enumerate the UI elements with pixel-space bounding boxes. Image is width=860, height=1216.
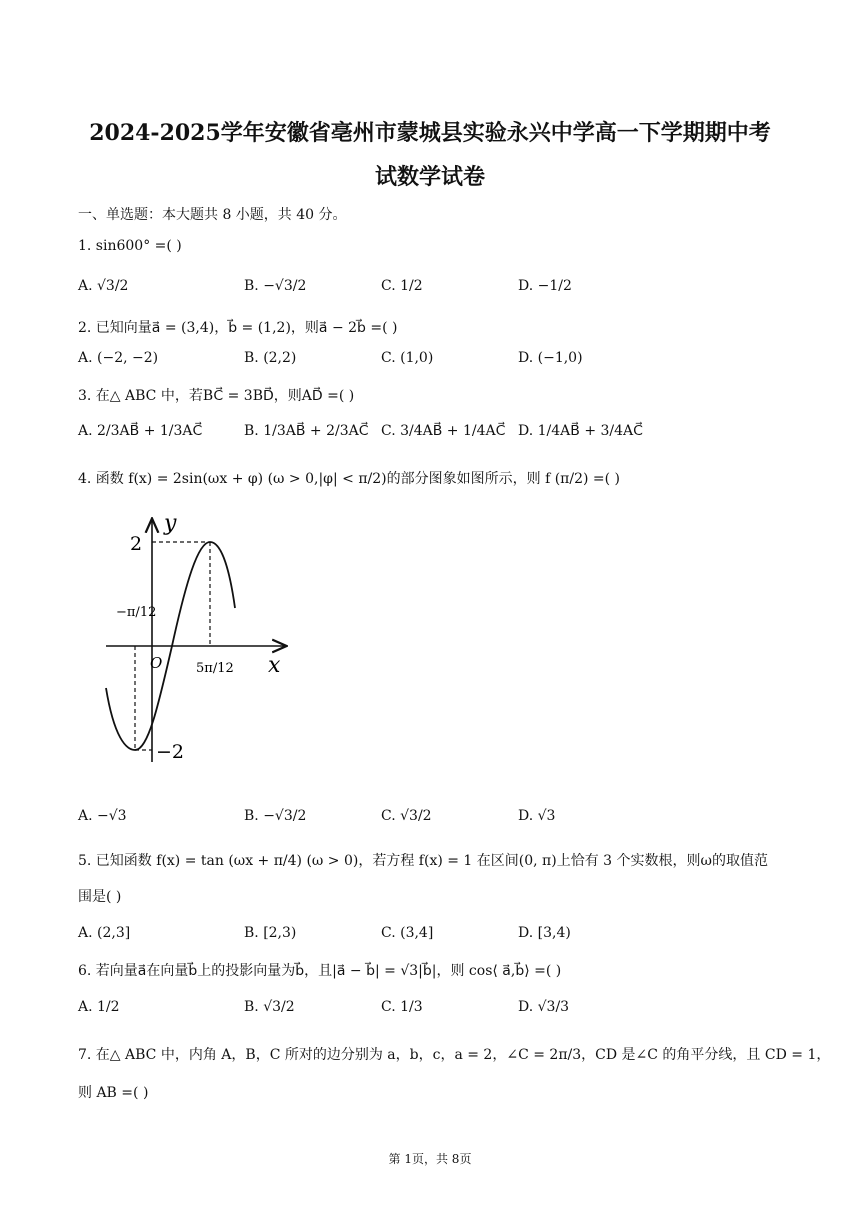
q3-option-d: D. 1/4AB⃗ + 3/4AC⃗ — [518, 423, 643, 439]
question-4-stem: 4. 函数 f(x) = 2sin(ωx + φ) (ω > 0,|φ| < π/2)的部分图象如图所示，则 f (π/2) =( ) — [78, 471, 621, 487]
q6-option-c: C. 1/3 — [381, 999, 423, 1015]
y-min-label: −2 — [156, 741, 185, 763]
q3-option-b: B. 1/3AB⃗ + 2/3AC⃗ — [244, 423, 369, 439]
q1-option-a: A. √3/2 — [78, 278, 129, 294]
q2-option-d: D. (−1,0) — [518, 350, 583, 366]
question-3-stem: 3. 在△ ABC 中，若BC⃗ = 3BD⃗，则AD⃗ =( ) — [78, 388, 355, 404]
question-5-stem: 5. 已知函数 f(x) = tan (ωx + π/4) (ω > 0)，若方程 f(x) = 1 在区间(0, π)上恰有 3 个实数根，则ω的取值范 — [78, 853, 768, 869]
q5-option-b: B. [2,3) — [244, 925, 297, 941]
question-6-stem: 6. 若向量a⃗在向量b⃗上的投影向量为b⃗，且|a⃗ − b⃗| = √3|b⃗|，则 cos⟨ a⃗,b⃗⟩ =( ) — [78, 963, 562, 979]
section-heading: 一、单选题：本大题共 8 小题，共 40 分。 — [78, 207, 347, 223]
q1-option-b: B. −√3/2 — [244, 278, 307, 294]
q4-option-a: A. −√3 — [78, 808, 127, 824]
q1-option-d: D. −1/2 — [518, 278, 572, 294]
q2-option-c: C. (1,0) — [381, 350, 434, 366]
page-title-line2: 试数学试卷 — [374, 164, 485, 190]
question-1-stem: 1. sin600° =( ) — [78, 238, 182, 254]
q4-option-d: D. √3 — [518, 808, 556, 824]
q6-option-b: B. √3/2 — [244, 999, 295, 1015]
x-right-tick-label: 5π/12 — [196, 661, 234, 676]
origin-label: O — [150, 654, 163, 672]
page-footer: 第 1页，共 8页 — [388, 1152, 472, 1166]
y-max-label: 2 — [130, 533, 143, 555]
x-axis-label: x — [268, 653, 281, 678]
q6-option-d: D. √3/3 — [518, 999, 570, 1015]
function-graph-figure — [100, 512, 300, 772]
q3-option-a: A. 2/3AB⃗ + 1/3AC⃗ — [78, 423, 203, 439]
q5-option-d: D. [3,4) — [518, 925, 571, 941]
q5-option-c: C. (3,4] — [381, 925, 434, 941]
q1-option-c: C. 1/2 — [381, 278, 423, 294]
q2-option-b: B. (2,2) — [244, 350, 297, 366]
question-7-stem: 7. 在△ ABC 中，内角 A，B，C 所对的边分别为 a，b，c，a = 2，∠C = 2π/3，CD 是∠C 的角平分线，且 CD = 1， — [78, 1047, 831, 1063]
question-7-stem-cont: 则 AB =( ) — [78, 1085, 149, 1101]
y-axis-label: y — [164, 512, 177, 536]
q3-option-c: C. 3/4AB⃗ + 1/4AC⃗ — [381, 423, 506, 439]
question-2-stem: 2. 已知向量a⃗ = (3,4)，b⃗ = (1,2)，则a⃗ − 2b⃗ =( ) — [78, 320, 398, 336]
x-left-tick-label: −π/12 — [116, 605, 157, 620]
q4-option-c: C. √3/2 — [381, 808, 432, 824]
q4-option-b: B. −√3/2 — [244, 808, 307, 824]
question-5-stem-cont: 围是( ) — [78, 889, 122, 905]
q5-option-a: A. (2,3] — [78, 925, 131, 941]
q2-option-a: A. (−2, −2) — [78, 350, 159, 366]
q6-option-a: A. 1/2 — [78, 999, 120, 1015]
page-title-line1: 2024-2025学年安徽省亳州市蒙城县实验永兴中学高一下学期期中考 — [89, 120, 771, 146]
